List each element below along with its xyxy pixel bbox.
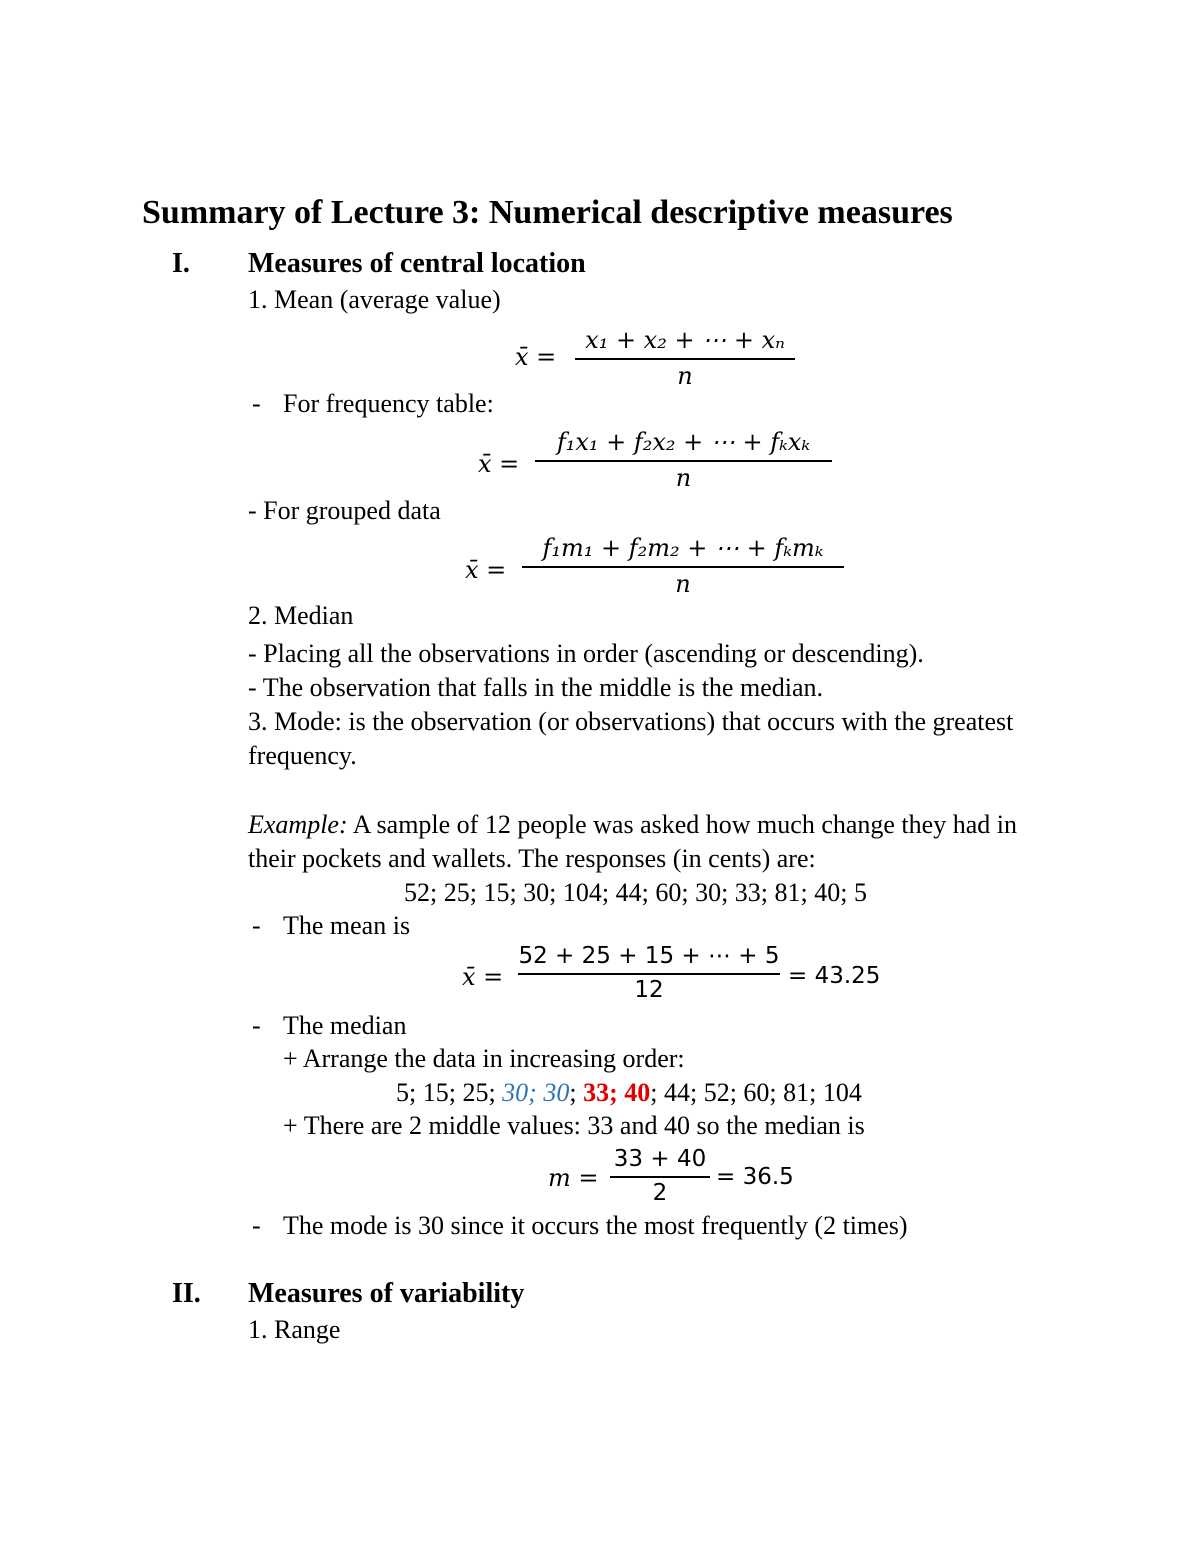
median-line-1: - Placing all the observations in order (ascending or descending).: [248, 639, 924, 668]
grouped-formula-lhs: x̄ =: [465, 556, 507, 584]
freq-dash: -: [252, 389, 261, 418]
sorted-data-mode-values: 30; 30: [502, 1078, 570, 1107]
fraction-bar: [535, 460, 832, 462]
mean-heading: 1. Mean (average value): [248, 285, 501, 314]
example-mean-denominator: 12: [634, 977, 664, 1003]
fraction-bar: [575, 358, 795, 360]
mean-label: The mean is: [283, 911, 411, 940]
mean-formula-denominator: n: [677, 362, 693, 390]
fraction-bar: [518, 973, 780, 975]
section-2-heading: Measures of variability: [248, 1278, 525, 1309]
example-text-2: their pockets and wallets. The responses (in cents) are:: [248, 844, 816, 873]
mean-formula-fraction: [575, 326, 795, 390]
grouped-formula-fraction: [522, 534, 844, 598]
fraction-bar: [522, 566, 844, 568]
grouped-formula-numerator: f₁m₁ + f₂m₂ + ⋯ + fₖmₖ: [542, 534, 824, 562]
example-mean-lhs: x̄ =: [462, 963, 504, 991]
sorted-data-separator: ;: [569, 1078, 584, 1107]
example-mean-numerator: 52 + 25 + 15 + ⋯ + 5: [518, 943, 780, 969]
mean-formula-numerator: x₁ + x₂ + ⋯ + xₙ: [585, 326, 785, 354]
middle-values-text: + There are 2 middle values: 33 and 40 so the median is: [283, 1111, 865, 1140]
freq-label: For frequency table:: [283, 389, 494, 418]
section-1-numeral: I.: [172, 248, 190, 279]
example-label: Example:: [248, 810, 348, 839]
median-line-2: - The observation that falls in the middle is the median.: [248, 673, 823, 702]
freq-formula-denominator: n: [675, 464, 692, 492]
example-data: 52; 25; 15; 30; 104; 44; 60; 30; 33; 81; 40; 5: [404, 878, 867, 907]
example-median-fraction: [610, 1146, 710, 1206]
mode-text: The mode is 30 since it occurs the most frequently (2 times): [283, 1211, 908, 1240]
example-mean-result: = 43.25: [788, 963, 881, 989]
grouped-label: - For grouped data: [248, 496, 441, 525]
example-text-1-body: A sample of 12 people was asked how much change they had in: [347, 810, 1017, 839]
sorted-data-end: ; 44; 52; 60; 81; 104: [650, 1078, 862, 1107]
example-median-lhs: m =: [548, 1164, 599, 1192]
sorted-data: [396, 1080, 862, 1106]
mode-line-1: 3. Mode: is the observation (or observations) that occurs with the greatest: [248, 707, 1014, 736]
freq-formula-lhs: x̄ =: [478, 450, 520, 478]
mean-dash: -: [252, 911, 261, 940]
example-mean-fraction: [518, 943, 780, 1003]
mean-formula-lhs: x̄ =: [515, 343, 557, 371]
median-heading: 2. Median: [248, 601, 354, 630]
sorted-data-start: 5; 15; 25;: [396, 1078, 503, 1107]
mode-line-2: frequency.: [248, 741, 357, 770]
arrange-instruction: + Arrange the data in increasing order:: [283, 1044, 685, 1073]
median-label: The median: [283, 1011, 407, 1040]
example-text-1: [248, 812, 1017, 838]
grouped-formula-denominator: n: [675, 570, 691, 598]
page-title: Summary of Lecture 3: Numerical descriptive measures: [142, 194, 953, 231]
freq-formula-fraction: [535, 428, 832, 492]
example-median-denominator: 2: [652, 1180, 668, 1206]
median-dash: -: [252, 1011, 261, 1040]
example-median-result: = 36.5: [716, 1164, 794, 1190]
example-median-numerator: 33 + 40: [613, 1146, 707, 1172]
mode-dash: -: [252, 1211, 261, 1240]
range-heading: 1. Range: [248, 1315, 341, 1344]
sorted-data-middle-values: 33; 40: [583, 1078, 651, 1107]
fraction-bar: [610, 1176, 710, 1178]
section-1-heading: Measures of central location: [248, 248, 586, 279]
freq-formula-numerator: f₁x₁ + f₂x₂ + ⋯ + fₖxₖ: [556, 428, 811, 456]
section-2-numeral: II.: [172, 1278, 201, 1309]
